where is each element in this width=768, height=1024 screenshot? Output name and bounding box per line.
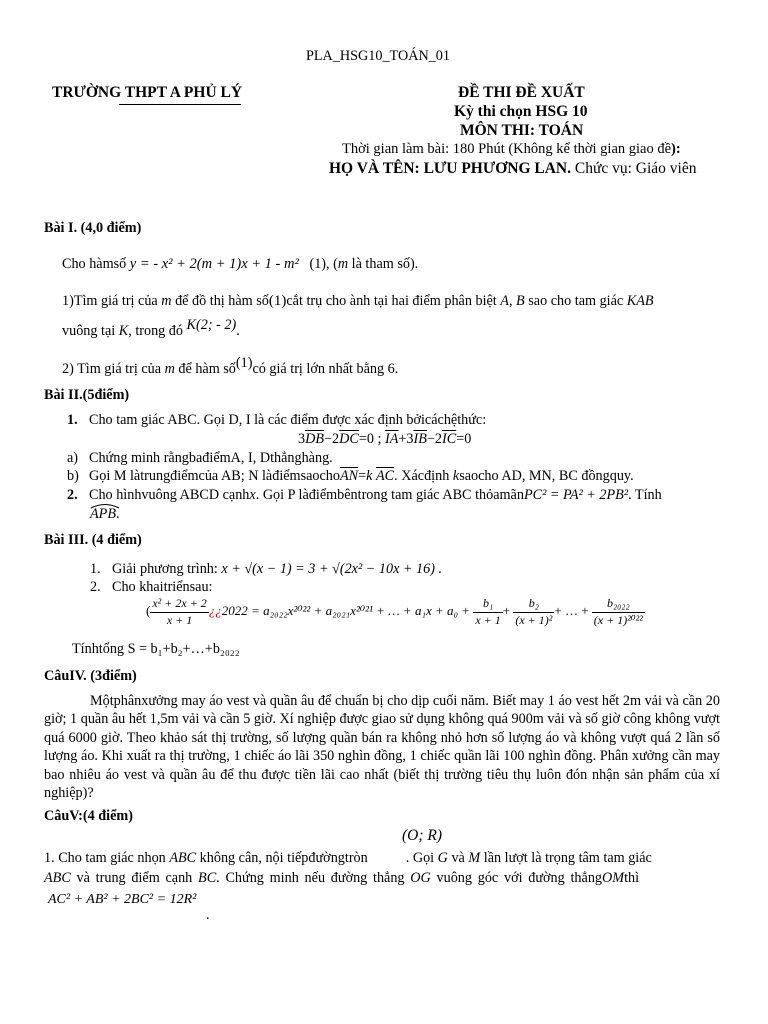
bai1-q2-b: để hàm số <box>174 361 236 377</box>
bai2-item-a-label: a) <box>67 450 79 466</box>
exam-type: ĐỀ THI ĐỀ XUẤT <box>458 84 585 101</box>
bai1-q1-line1 <box>62 292 654 312</box>
bai2-item2 <box>67 486 662 504</box>
b1-denominator: x + 1 <box>475 612 501 627</box>
angle-dot: . <box>116 506 120 522</box>
exam-time <box>342 140 681 159</box>
red-marker: ¿¿ <box>208 603 222 619</box>
eq-eq0b: =0 <box>456 431 472 447</box>
exam-subject: MÔN THI: TOÁN <box>460 122 584 139</box>
bai1-q2-c: có giá trị lớn nhất bằng 6. <box>252 361 399 377</box>
bai1-intro-b: , ( <box>326 256 338 272</box>
bai1-q1-e: sao cho tam giác <box>524 293 627 309</box>
bai1-q1-line2 <box>62 317 240 340</box>
bai1-q2 <box>62 355 399 378</box>
cau5-l1-abc: ABC <box>169 850 197 866</box>
bai2-item-b-eq: = <box>358 468 367 484</box>
cau5-l1-g: G <box>437 850 448 866</box>
bai3-item1 <box>90 560 442 578</box>
cau5-l2-d: thì <box>624 870 640 886</box>
eq-plus3: +3 <box>398 431 414 447</box>
bai1-q1-point: K(2; - 2) <box>186 317 237 333</box>
bai3-item1-number: 1. <box>90 561 101 577</box>
bai1-q1-ref: (1) <box>268 293 287 309</box>
cau5-l1-b: không cân, nội tiếpđườngtròn <box>196 850 368 866</box>
bai1-q1-f: KAB <box>626 293 654 309</box>
bai3-equation1: x + √(x − 1) = 3 + √(2x² − 10x + 16) . <box>221 561 443 577</box>
angle-apb: APB <box>90 506 116 522</box>
vector-ic: $\overline{IC}$ <box>442 431 457 447</box>
bai2-item2-eq: PC² = PA² + 2PB² <box>523 487 629 503</box>
cau5-equation: AC² + AB² + 2BC² = 12R² <box>48 892 197 907</box>
bai2-item-b-k: k <box>366 468 373 484</box>
bai1-intro-c: là tham số). <box>348 256 419 272</box>
exam-time-close: ): <box>671 141 681 157</box>
bai1-q1-h: K <box>118 323 129 339</box>
bai1-q1-m: m <box>161 293 172 309</box>
bai1-intro-a: Cho hàmsố <box>62 256 130 272</box>
bai1-intro-m: m <box>337 256 349 272</box>
bai2-item1-number: 1. <box>67 412 78 428</box>
bai1-q1-d: A, B <box>500 293 525 309</box>
b1-numerator: b₁ <box>473 596 502 613</box>
school-name: TRƯỜNG THPT A PHỦ LÝ <box>52 84 243 101</box>
b2022-denominator: (x + 1)²⁰²² <box>593 612 643 627</box>
cau5-l1-e: lần lượt là trọng tâm tam giác <box>480 850 652 866</box>
bai3-item2 <box>90 578 212 596</box>
expansion-dots: + … + <box>554 603 589 619</box>
author-line <box>329 159 696 179</box>
b2022-numerator: b₂₀₂₂ <box>592 596 645 613</box>
b2-fraction <box>513 596 554 628</box>
expansion-terms: 2022 = a₂₀₂₂x²⁰²² + a₂₀₂₁x²⁰²¹ + … + a₁x + a₀ + <box>221 603 471 619</box>
cau5-l1-a: 1. Cho tam giác nhọn <box>44 850 170 866</box>
bai3-expansion: ( $\frac{\text{x² + 2x + 2}}{x + 1}$ ¿¿2022 = a₂₀₂₂x²⁰²² + a₂₀₂₁x²⁰²¹ + … + a₁x + a₀ + $\frac{\text{b₁}}{x + 1}$ + $\frac{\text{b₂}}{\text{(x + 1)²}}$ + … + $\frac{\text{b₂₀₂₂}}{\text{(x + 1)²⁰²²}}$ <box>146 596 643 627</box>
cau5-circle: (O; R) <box>402 827 443 844</box>
bai2-item-b-label: b) <box>67 468 79 484</box>
bai3-item2-label: Cho khaitriểnsau: <box>112 579 213 595</box>
bai3-title-main: Bài III <box>44 532 85 548</box>
cau5-title: CâuV:(4 điểm) <box>44 808 133 824</box>
bai2-item2-x: x <box>249 487 256 503</box>
bai1-q1-j: . <box>236 323 240 339</box>
eq-minus2b: −2 <box>426 431 443 447</box>
cau5-l2-om: OM <box>602 870 625 886</box>
fraction-denominator: x + 1 <box>166 612 193 627</box>
bai3-sum: Tínhtổng S = b₁+b₂+…+b₂₀₂₂ <box>72 641 240 657</box>
bai2-item-b-text3: . Xácđịnh <box>394 468 453 484</box>
bai3-item1-label: Giải phương trình: <box>112 561 222 577</box>
bai3-item2-number: 2. <box>90 579 101 595</box>
bai1-title: Bài I. (4,0 điểm) <box>44 220 142 236</box>
b2-denominator: (x + 1)² <box>515 612 553 627</box>
bai1-q1-a: 1)Tìm giá trị của <box>62 293 162 309</box>
cau4-title: CâuIV. (3điểm) <box>44 668 137 684</box>
eq-eq0: =0 ; <box>358 431 385 447</box>
cau5-line2 <box>44 869 639 887</box>
bai2-item-b <box>67 467 634 485</box>
bai2-item2-number: 2. <box>67 487 78 503</box>
bai2-item-a <box>67 449 333 467</box>
bai1-q2-m: m <box>164 361 175 377</box>
cau5-l2-a: và trung điểm cạnh <box>70 870 199 886</box>
bai1-intro <box>62 255 418 274</box>
bai2-item-b-text1: Gọi M làtrungđiểmcủa AB; N làđiểmsaocho <box>89 468 340 484</box>
cau5-l2-c: vuông góc với đường thẳng <box>430 870 603 886</box>
bai2-item2-a: Cho hìnhvuông ABCD cạnh <box>89 487 250 503</box>
cau5-l2-bc: BC <box>198 870 217 886</box>
bai3-title-points: . (4 điểm) <box>84 532 142 548</box>
b1-fraction <box>473 596 502 628</box>
cau5-l2-abc: ABC <box>44 870 71 886</box>
bai2-item-b-k2: k <box>452 468 460 484</box>
eq-3: 3 <box>298 431 306 447</box>
document-code: PLA_HSG10_TOÁN_01 <box>306 48 450 64</box>
school-underline <box>119 104 241 105</box>
cau4-body: Mộtphânxưởng may áo vest và quần âu để chuẩn bị cho dịp cuối năm. Biết may 1 áo vest hết 2m vải và cần 20 giờ; 1 quần âu hết 1,5m vải và cần 5 giờ. Xí nghiệp được giao sử dụng không quá 900m vải và số giờ công không vượt quá 6000 giờ. Theo khảo sát thị trường, số lượng quần bán ra không nhỏ hơn số lượng áo và không vượt quá 2 lần số lượng áo. Khi xuất ra thị trường, 1 chiếc áo lãi 350 nghìn đồng, 1 chiếc quần lãi 100 nghìn đồng. Phân xưởng cần may bao nhiêu áo vest và quần âu để thu được tiền lãi cao nhất (biết thị trường tiêu thụ luôn đón nhận sản phẩm của xí nghiệp)? <box>44 693 720 802</box>
exam-time-text: Thời gian làm bài: 180 Phút (Không kể thời gian giao đề <box>342 141 672 157</box>
bai2-item1 <box>67 411 486 429</box>
expansion-fraction <box>150 596 208 628</box>
vector-db: $\overline{DB}$ <box>305 431 325 447</box>
eq-minus2: −2 <box>324 431 340 447</box>
bai1-func-ref: (1) <box>309 256 327 272</box>
cau5-l1-c: . Gọi <box>405 850 438 866</box>
bai2-title: Bài II.(5điểm) <box>44 387 130 403</box>
author-role: Chức vụ: Giáo viên <box>570 160 697 177</box>
bai2-item1-text: Cho tam giác ABC. Gọi D, I là các điểm được xác định bởicáchệthức: <box>89 412 487 428</box>
bai1-q1-g: vuông tại <box>62 323 119 339</box>
bai1-function: y = - x² + 2(m + 1)x + 1 - m² <box>129 256 299 272</box>
vector-ia: $\overline{IA}$ <box>384 431 399 447</box>
cau5-l1-m: M <box>468 850 481 866</box>
bai2-item2-b: . Gọi P làđiểmbêntrong tam giác ABC thỏamãn <box>255 487 524 503</box>
exam-name: Kỳ thi chọn HSG 10 <box>454 103 588 120</box>
bai3-title <box>44 531 142 549</box>
vector-ib: $\overline{IB}$ <box>413 431 427 447</box>
bai2-vector-equation <box>298 430 471 448</box>
bai1-q1-c: cắt trụ cho ành tại hai điểm phân biệt <box>286 293 501 309</box>
bai1-q2-ref: (1) <box>235 355 253 371</box>
vector-dc: $\overline{DC}$ <box>339 431 359 447</box>
bai2-item-b-text4: saocho AD, MN, BC đồngquy. <box>459 468 634 484</box>
cau5-line1 <box>44 849 652 867</box>
vector-an: $\overline{AN}$ <box>340 468 359 484</box>
bai1-q2-a: 2) Tìm giá trị của <box>62 361 165 377</box>
bai2-item2-c: . Tính <box>628 487 662 503</box>
bai2-item-a-text: Chứng minh rằngbađiểmA, I, Dthẳnghàng. <box>89 450 333 466</box>
angle-hat <box>90 503 120 509</box>
bai1-q1-b: để đồ thị hàm số <box>171 293 269 309</box>
cau5-end-dot: . <box>206 907 210 923</box>
fraction-numerator: x² + 2x + 2 <box>150 596 208 613</box>
author-name: HỌ VÀ TÊN: LƯU PHƯƠNG LAN. <box>329 160 571 177</box>
b2022-fraction <box>592 596 645 628</box>
b2-numerator: b₂ <box>513 596 554 613</box>
cau5-l2-og: OG <box>410 870 431 886</box>
cau5-l2-b: . Chứng minh nếu đường thẳng <box>216 870 411 886</box>
cau5-l1-d: và <box>447 850 469 866</box>
bai1-q1-i: , trong đó <box>128 323 187 339</box>
vector-ac: $\overline{AC}$ <box>376 468 395 484</box>
